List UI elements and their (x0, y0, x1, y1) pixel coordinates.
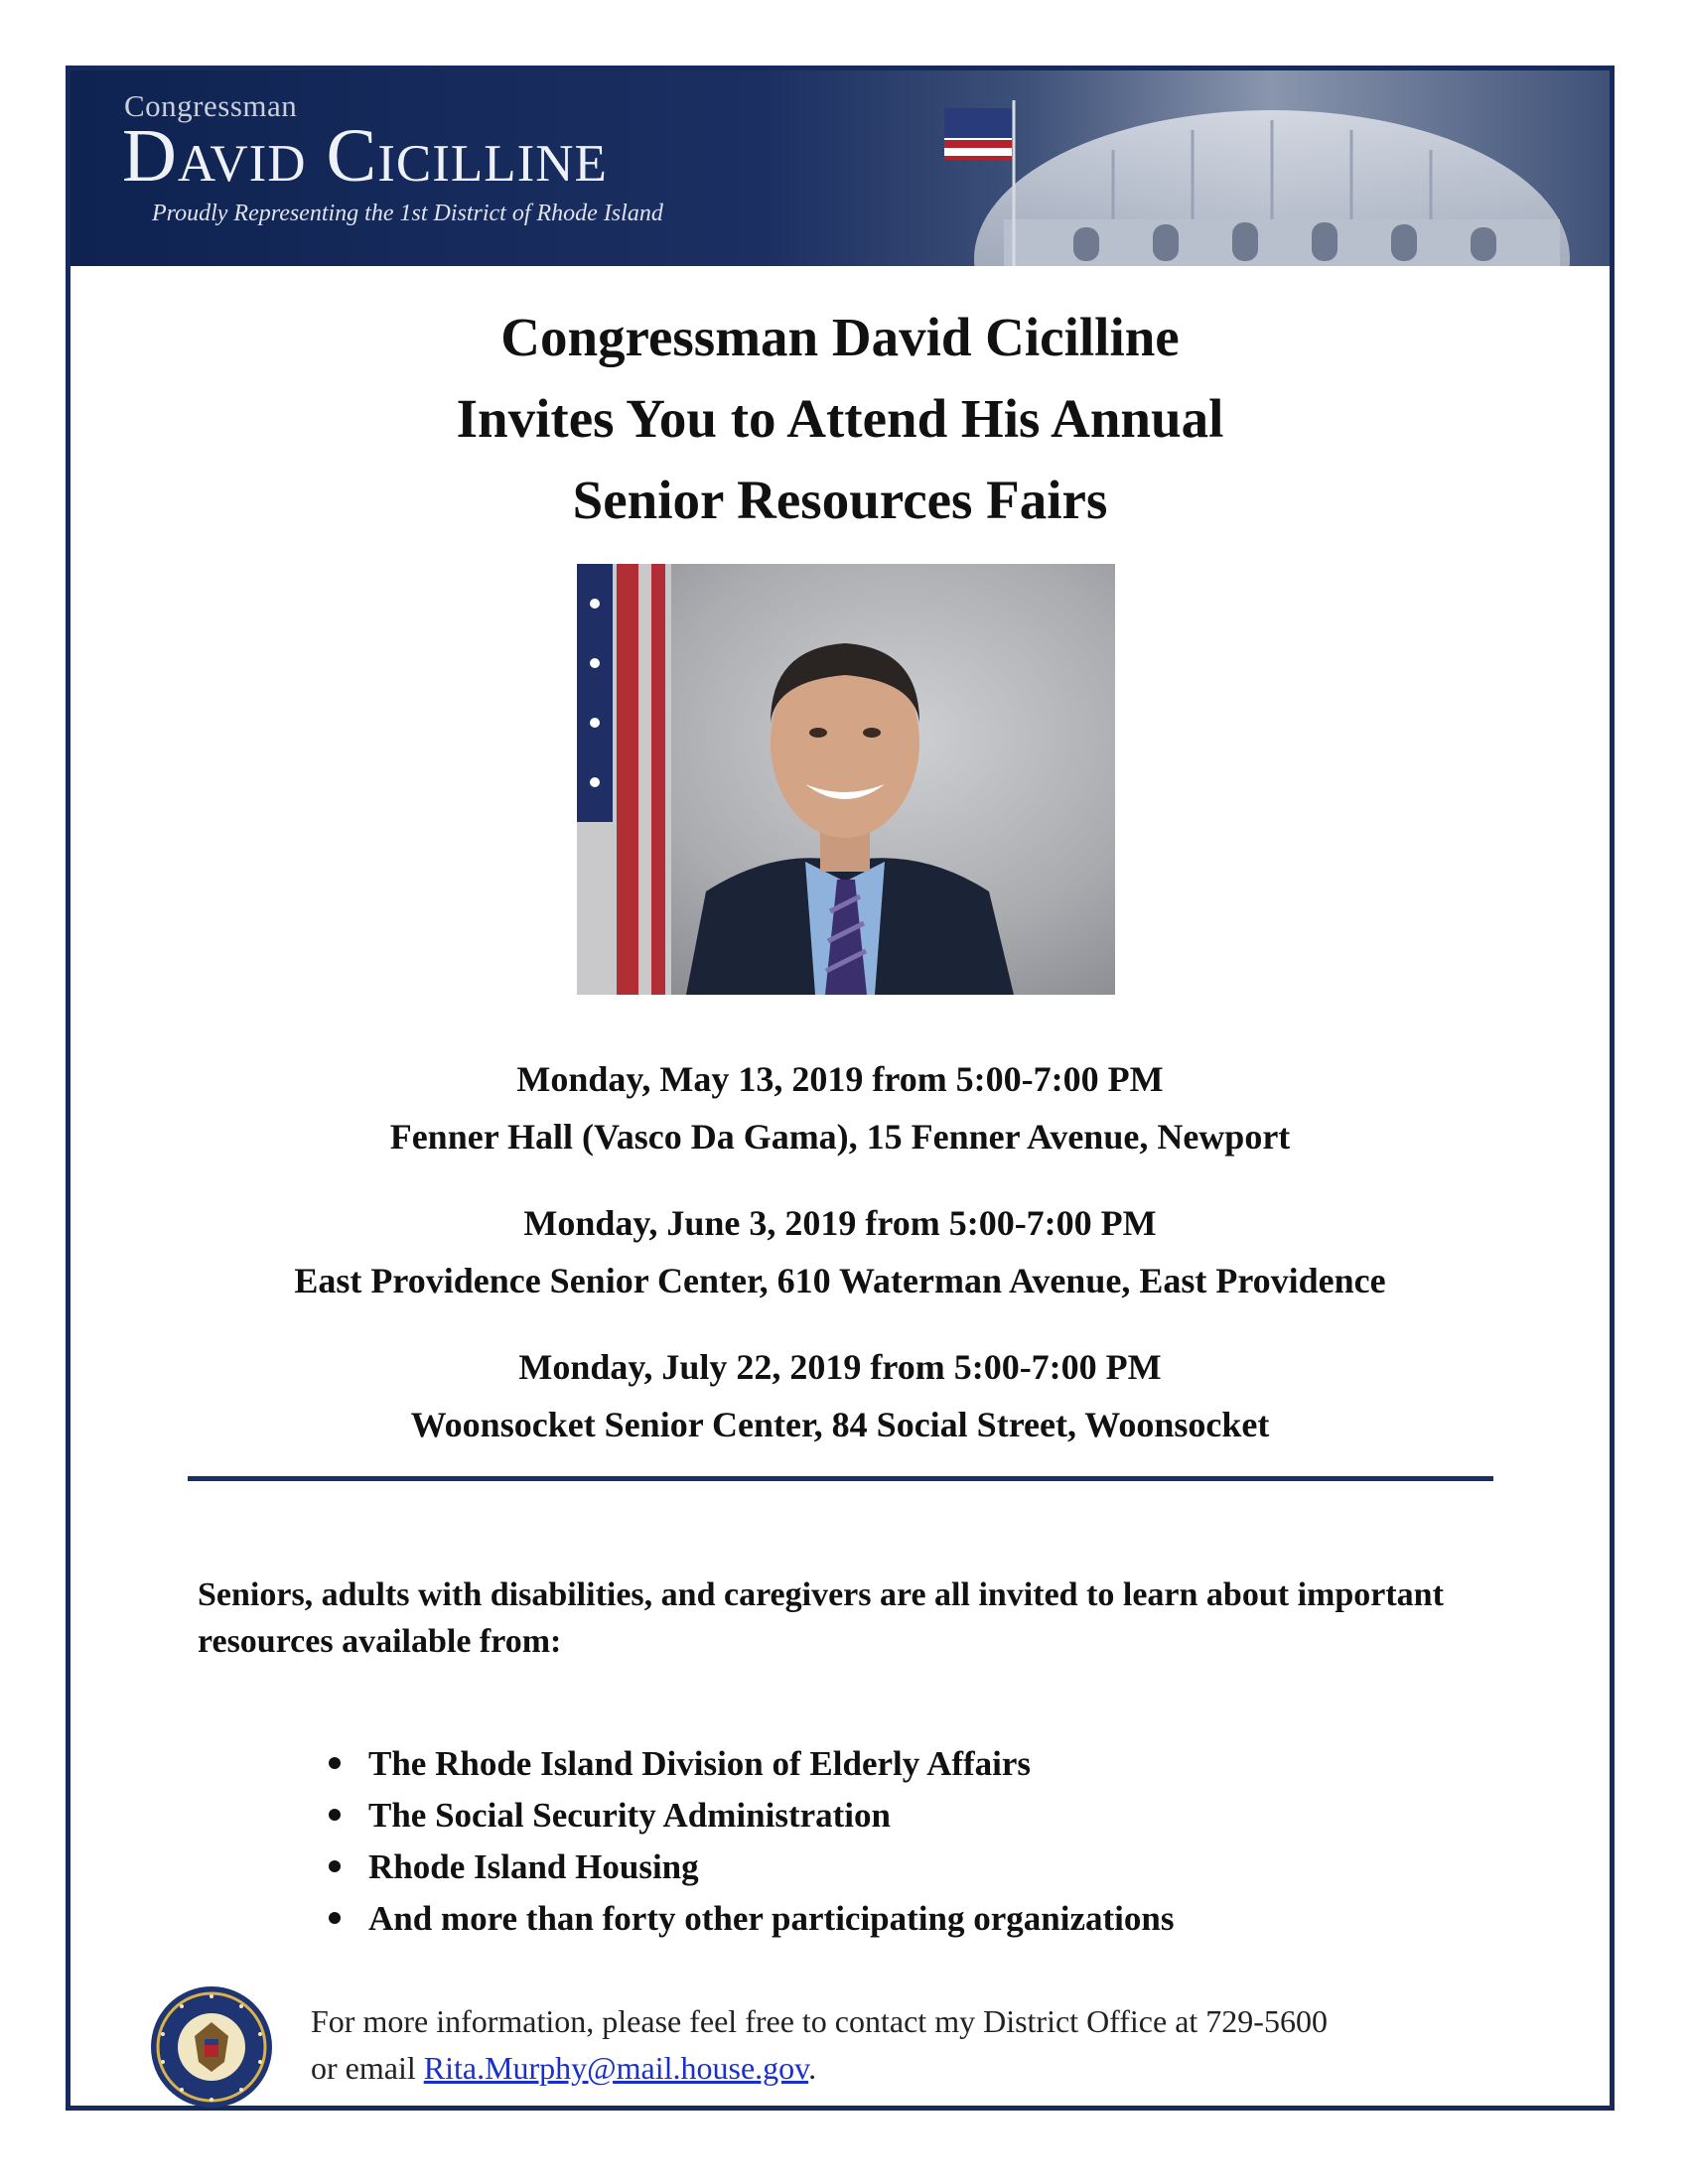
event-item (70, 1338, 1610, 1453)
contact-email-prefix: or email (311, 2050, 424, 2086)
bullet-icon (329, 1860, 341, 1872)
section-divider (188, 1476, 1493, 1481)
email-link[interactable]: Rita.Murphy@mail.house.gov (423, 2050, 809, 2086)
resource-label: And more than forty other participating organizations (368, 1899, 1175, 1938)
resource-label: The Social Security Administration (368, 1796, 891, 1835)
event-item (70, 1050, 1610, 1165)
bullet-icon (329, 1912, 341, 1924)
capitol-dome-image (944, 70, 1610, 266)
contact-info (311, 1998, 1328, 2092)
flyer-title (70, 297, 1610, 541)
resource-label: Rhode Island Housing (368, 1847, 699, 1886)
event-location: East Providence Senior Center, 610 Waterman Avenue, East Providence (294, 1261, 1386, 1300)
event-date: Monday, July 22, 2019 from 5:00-7:00 PM (518, 1347, 1162, 1387)
event-location: Woonsocket Senior Center, 84 Social Street, Woonsocket (410, 1405, 1270, 1444)
resource-list (368, 1738, 1174, 1945)
flag-icon (944, 108, 1012, 160)
list-item (368, 1790, 1174, 1842)
event-list (70, 1050, 1610, 1482)
house-seal-icon (149, 1984, 274, 2110)
intro-paragraph: Seniors, adults with disabilities, and caregivers are all invited to learn about important resources available from: (198, 1576, 1444, 1660)
event-date: Monday, May 13, 2019 from 5:00-7:00 PM (516, 1059, 1164, 1099)
contact-line-2 (311, 2045, 1328, 2092)
event-item (70, 1194, 1610, 1309)
contact-line-1: For more information, please feel free to contact my District Office at 729-5600 (311, 2003, 1328, 2039)
resource-label: The Rhode Island Division of Elderly Affairs (368, 1744, 1032, 1783)
title-line-2: Invites You to Attend His Annual (456, 388, 1224, 449)
event-location: Fenner Hall (Vasco Da Gama), 15 Fenner Avenue, Newport (389, 1117, 1291, 1157)
list-item (368, 1738, 1174, 1790)
bullet-icon (329, 1809, 341, 1821)
title-line-1: Congressman David Cicilline (500, 307, 1180, 367)
event-date: Monday, June 3, 2019 from 5:00-7:00 PM (523, 1203, 1157, 1243)
bullet-icon (329, 1757, 341, 1769)
flyer-frame (66, 66, 1615, 2111)
banner-name: David Cicilline (122, 114, 608, 198)
header-banner (70, 70, 1610, 266)
title-line-3: Senior Resources Fairs (572, 470, 1108, 530)
contact-email-suffix: . (808, 2050, 817, 2086)
list-item (368, 1893, 1174, 1945)
portrait-photo (577, 564, 1115, 995)
banner-tagline: Proudly Representing the 1st District of Rhode Island (152, 201, 663, 226)
banner-kicker: Congressman (124, 88, 298, 123)
list-item (368, 1842, 1174, 1893)
